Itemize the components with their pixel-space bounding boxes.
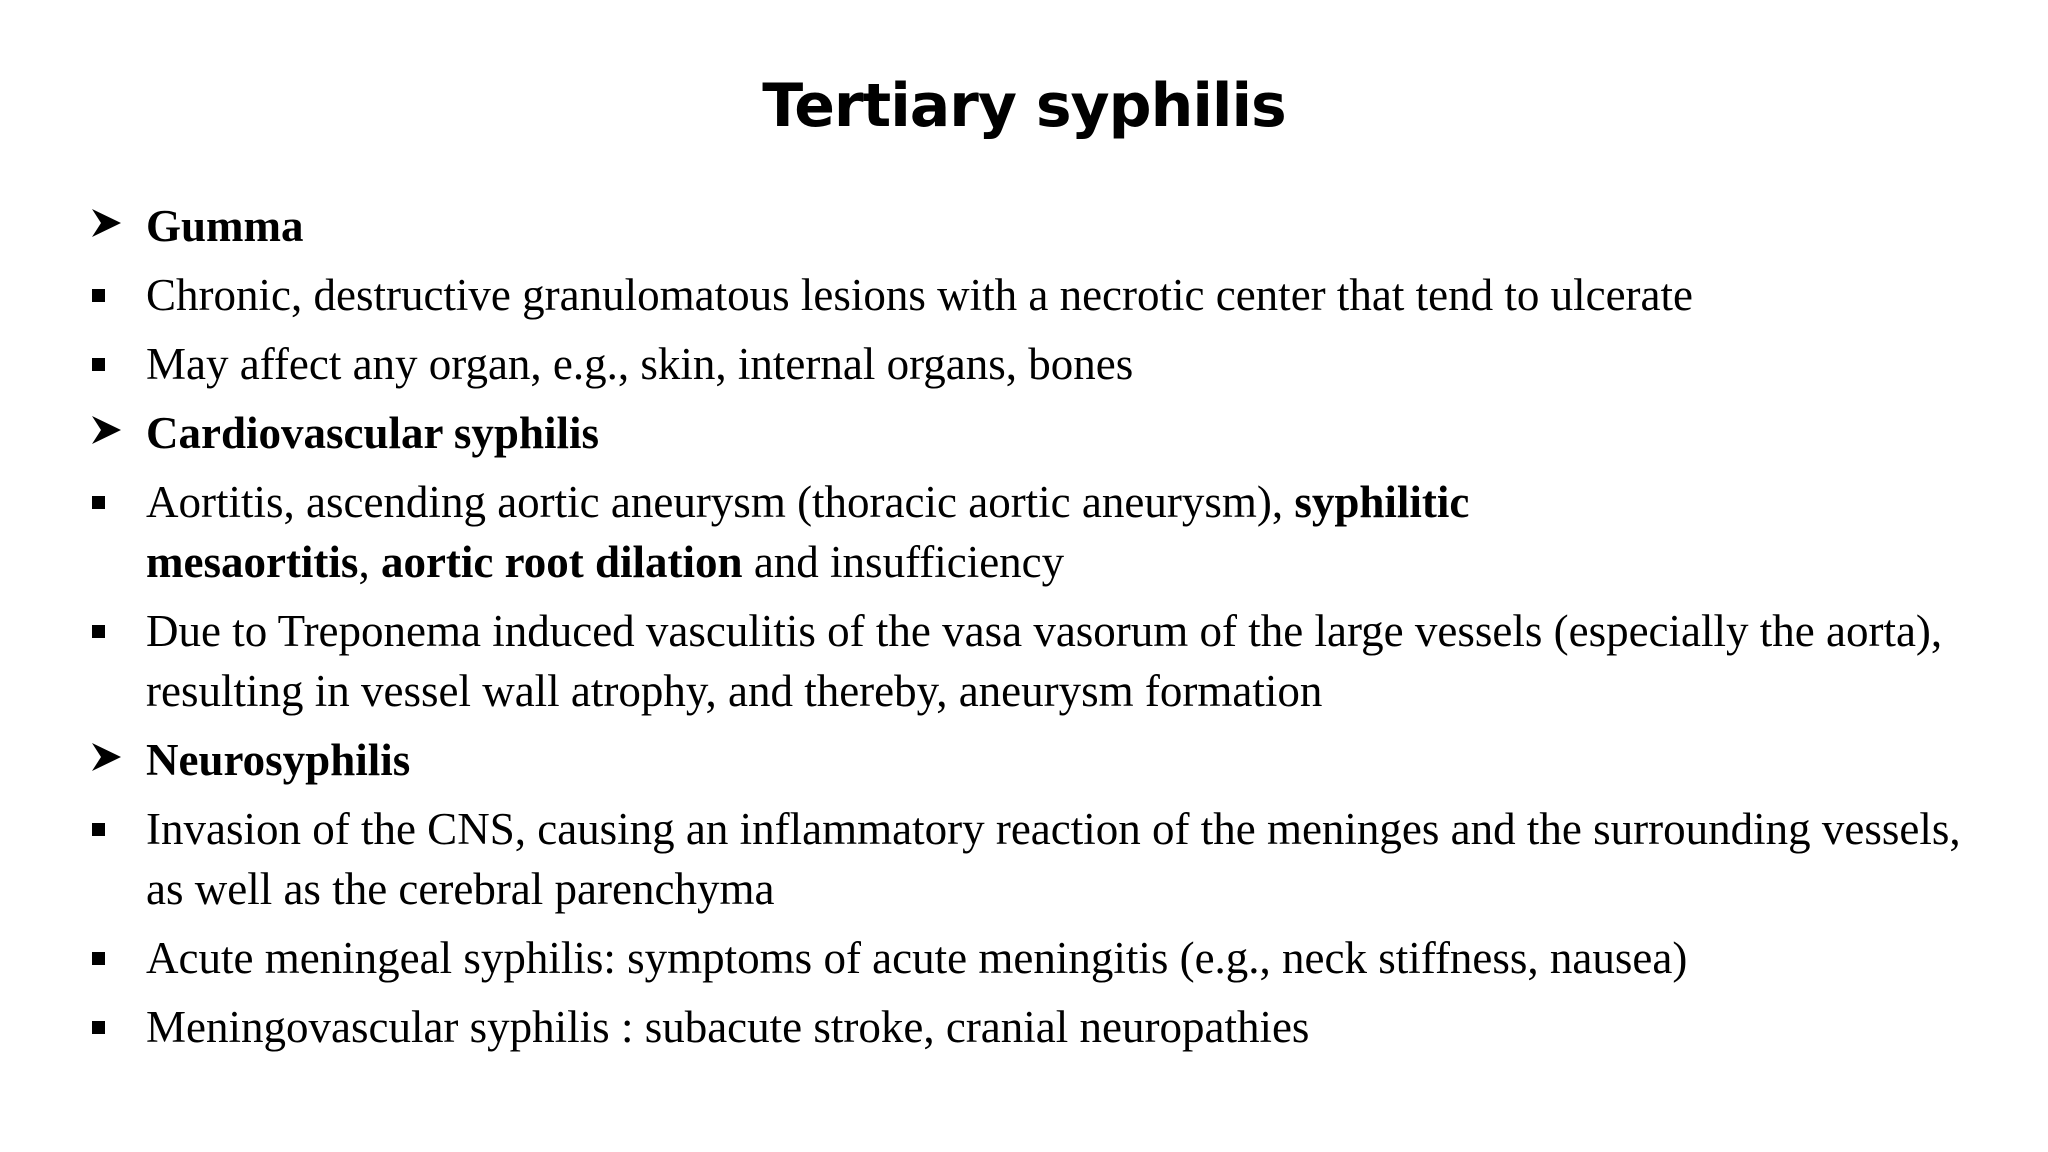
list-item bbox=[84, 928, 1964, 988]
list-item-text: Acute meningeal syphilis: symptoms of acute meningitis (e.g., neck stiffness, nausea) bbox=[146, 933, 1688, 983]
section-heading-gumma bbox=[84, 196, 1964, 256]
square-bullet-icon bbox=[92, 625, 105, 638]
square-bullet-icon bbox=[92, 289, 105, 302]
list-item-text: May affect any organ, e.g., skin, internal organs, bones bbox=[146, 339, 1134, 389]
list-item bbox=[84, 334, 1964, 394]
slide-title: Tertiary syphilis bbox=[762, 71, 1286, 141]
bold-term: syphilitic bbox=[1294, 477, 1470, 527]
list-item-text: Chronic, destructive granulomatous lesions with a necrotic center that tend to ulcerate bbox=[146, 270, 1693, 320]
square-bullet-icon bbox=[92, 952, 105, 965]
list-item-text: Invasion of the CNS, causing an inflammatory reaction of the meninges and the surrounding vessels, as well as the cerebral parenchyma bbox=[146, 804, 1961, 914]
square-bullet-icon bbox=[92, 1021, 105, 1034]
list-item bbox=[84, 997, 1964, 1057]
square-bullet-icon bbox=[92, 358, 105, 371]
list-item-text bbox=[146, 472, 1964, 592]
square-bullet-icon bbox=[92, 823, 105, 836]
list-item-text: Due to Treponema induced vasculitis of the vasa vasorum of the large vessels (especially the aorta), resulting in vessel wall atrophy, and thereby, aneurysm formation bbox=[146, 606, 1943, 716]
list-item bbox=[84, 472, 1964, 592]
list-item bbox=[84, 799, 1964, 919]
section-heading-neurosyphilis bbox=[84, 730, 1964, 790]
bold-term: mesaortitis bbox=[146, 537, 359, 587]
text-segment: Aortitis, ascending aortic aneurysm (thoracic aortic aneurysm), bbox=[146, 477, 1295, 527]
text-segment: , bbox=[358, 537, 381, 587]
bold-term: aortic root dilation bbox=[380, 537, 743, 587]
arrowhead-icon bbox=[84, 196, 146, 256]
heading-text: Cardiovascular syphilis bbox=[146, 408, 600, 458]
bullet-list bbox=[84, 196, 1964, 1066]
square-bullet-icon bbox=[92, 496, 105, 509]
list-item bbox=[84, 601, 1964, 721]
arrowhead-icon bbox=[84, 403, 146, 463]
list-item-text: Meningovascular syphilis : subacute stroke, cranial neuropathies bbox=[146, 1002, 1310, 1052]
section-heading-cardiovascular bbox=[84, 403, 1964, 463]
heading-text: Neurosyphilis bbox=[146, 735, 411, 785]
list-item bbox=[84, 265, 1964, 325]
heading-text: Gumma bbox=[146, 201, 304, 251]
text-segment: and insufficiency bbox=[742, 537, 1065, 587]
arrowhead-icon bbox=[84, 730, 146, 790]
